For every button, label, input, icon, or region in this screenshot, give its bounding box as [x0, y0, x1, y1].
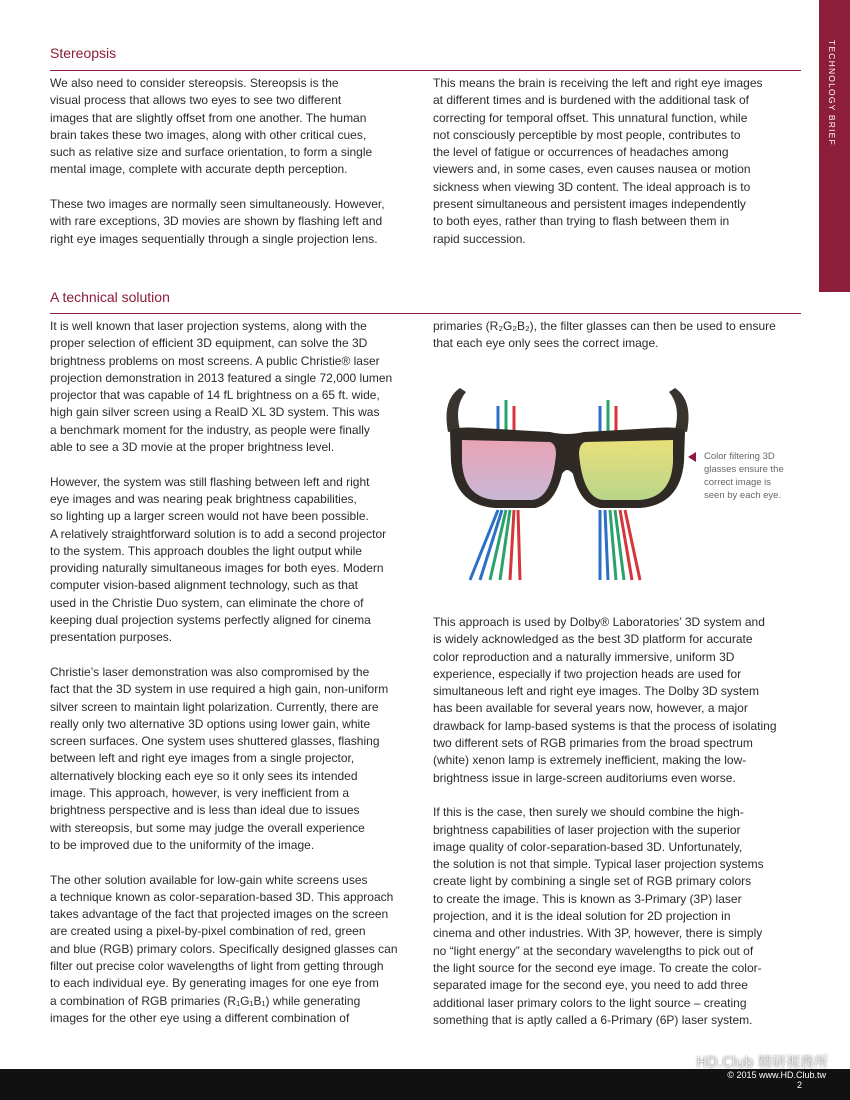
- footer-bar: [0, 1069, 850, 1100]
- glasses-frame: [447, 388, 689, 508]
- stereopsis-left-column: [50, 75, 420, 248]
- technical-rule: [50, 313, 801, 314]
- technical-heading: A technical solution: [50, 289, 170, 305]
- technical-left-column: [50, 318, 425, 1027]
- figure-caption: Color filtering 3D glasses ensure the correct image is seen by each eye.: [704, 451, 784, 501]
- caption-marker-icon: [688, 452, 696, 462]
- paragraph: primaries (R₂G₂B₂), the filter glasses can then be used to ensure that each eye only sees the correct image.: [433, 319, 776, 351]
- page-number: 2: [796, 1080, 802, 1090]
- stereopsis-heading: Stereopsis: [50, 45, 117, 61]
- paragraph: We also need to consider stereopsis. Stereopsis is the visual process that allows two eyes to see two different images that are slightly offset from one another. The human brain takes these two images, along with other critical cues, such as relative size and surface orientation, to form a single mental image, complete with accurate depth perception.: [50, 76, 373, 177]
- stereopsis-right-column: [433, 75, 808, 248]
- paragraph: This approach is used by Dolby® Laboratories’ 3D system and is widely acknowledged as the best 3D platform for accurate color reproduction and a naturally immersive, uniform 3D experience, especially if two projection heads are used for simultaneous left and right eye images. The Dolby 3D system has been available for several years now, however, a major drawback for lamp-based systems is that the process of isolating two different sets of RGB primaries from the broad spectrum (white) xenon lamp is extremely inefficient, making the low- brightness issue in large-screen auditoriums even worse.: [433, 615, 777, 785]
- side-tab: [819, 0, 850, 292]
- color-filter-glasses-illustration: [440, 370, 695, 600]
- side-tab-label: TECHNOLOGY BRIEF: [827, 40, 837, 146]
- paragraph: It is well known that laser projection systems, along with the proper selection of efficient 3D equipment, can solve the 3D brightness problems on most screens. A public Christie® laser projection demonstration in 2013 featured a single 72,000 lumen projector that was capable of 14 fL brightness on a 65 ft. wide, high gain silver screen using a RealD XL 3D system. This was a benchmark moment for the industry, as people were finally able to see a 3D movie at the proper brightness level.: [50, 319, 393, 455]
- paragraph: This means the brain is receiving the left and right eye images at different times and is burdened with the additional task of correcting for temporal offset. This unnatural function, while not consciously perceptible by most people, contributes to the level of fatigue or occurrences of headaches among viewers and, in some cases, even causes nausea or motion sickness when viewing 3D content. The ideal approach is to present simultaneous and persistent images independently to both eyes, rather than trying to flash between them in rapid succession.: [433, 76, 763, 246]
- paragraph: These two images are normally seen simultaneously. However, with rare exceptions, 3D movies are shown by flashing left and right eye images sequentially through a single projection lens.: [50, 197, 385, 246]
- paragraph: However, the system was still flashing between left and right eye images and was nearing peak brightness capabilities, so lighting up a larger screen would not have been possible. A relatively straightforward solution is to add a second projector to the system. This approach doubles the light output while providing naturally simultaneous images for both eyes. Modern computer vision-based alignment technology, such as that used in the Christie Duo system, can eliminate the chore of keeping dual projection systems perfectly aligned for cinema presentation purposes.: [50, 474, 387, 645]
- copyright: © 2015 www.HD.Club.tw: [727, 1070, 826, 1080]
- paragraph: Christie’s laser demonstration was also compromised by the fact that the 3D system in use required a high gain, non-uniform silver screen to maintain light polarization. Currently, there are really only two alternative 3D options using lower gain, white screen surfaces. One system uses shuttered glasses, flashing between left and right eye images from a single projector, alternatively blocking each eye so it only sees its intended image. This approach, however, is very inefficient from a brightness perspective and is less than ideal due to issues with stereopsis, but some may judge the overall experience to be improved due to the uniformity of the image.: [50, 664, 389, 852]
- stereopsis-rule: [50, 70, 801, 71]
- arrows-lower: [470, 510, 640, 580]
- paragraph: The other solution available for low-gain white screens uses a technique known as color-separation-based 3D. This approach takes advantage of the fact that projected images on the screen are created using a pixel-by-pixel combination of red, green and blue (RGB) primary colors. Specifically designed glasses can filter out precise color wavelengths of light from getting through to each individual eye. By generating images for one eye from a combination of RGB primaries (R₁G₁B₁) while generating images for the other eye using a different combination of: [50, 872, 398, 1025]
- watermark: HD.Club 精研視務所: [696, 1055, 828, 1071]
- technical-right-top: [433, 318, 808, 353]
- technical-right-bottom: [433, 614, 808, 1029]
- paragraph: If this is the case, then surely we should combine the high- brightness capabilities of laser projection with the superior image quality of color-separation-based 3D. Unfortunately, the solution is not that simple. Typical laser projection systems create light by combining a single set of RGB primary colors to create the image. This is known as 3-Primary (3P) laser projection, and it is the ideal solution for 2D projection in cinema and other industries. With 3P, however, there is simply no “light energy” at the secondary wavelengths to pick out of the light source for the second eye image. To create the color- separated image for the second eye, you need to add three additional laser primary colors to the light source – creating something that is aptly called a 6-Primary (6P) laser system.: [433, 805, 764, 1027]
